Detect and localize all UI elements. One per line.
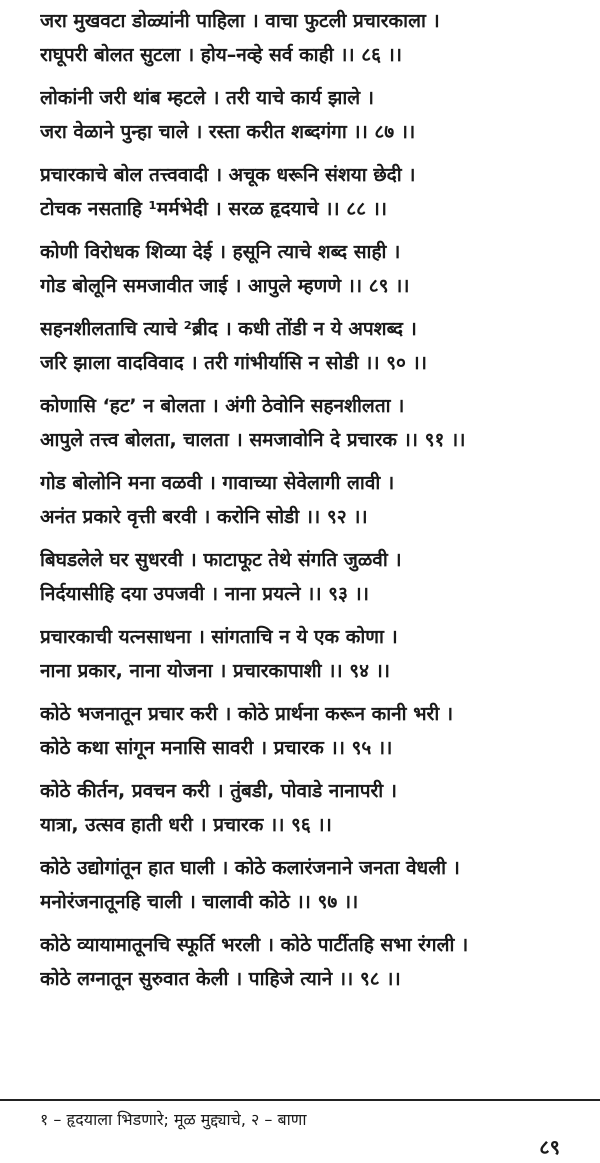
verse-line: निर्दयासीहि दया उपजवी । नाना प्रयत्ने ।। ९३ ।।: [40, 583, 369, 605]
verse-stanza: [40, 389, 596, 457]
footnote: १ – हृदयाला भिडणारे; मूळ मुद्द्याचे, २ – बाणा: [40, 1110, 307, 1129]
verse-line: कोणासि ‘हट’ न बोलता । अंगी ठेवोनि सहनशीलता ।: [40, 395, 405, 417]
verse-stanza: [40, 235, 596, 303]
verse-line: बिघडलेले घर सुधरवी । फाटाफूट तेथे संगति जुळवी ।: [40, 549, 402, 571]
footnote-divider: [0, 1099, 600, 1101]
verse-line: जरा मुखवटा डोळ्यांनी पाहिला । वाचा फुटली प्रचारकाला ।: [40, 10, 440, 32]
verse-line: गोड बोलोनि मना वळवी । गावाच्या सेवेलागी लावी ।: [40, 472, 395, 494]
verse-line: लोकांनी जरी थांब म्हटले । तरी याचे कार्य झाले ।: [40, 87, 374, 109]
verse-line: कोणी विरोधक शिव्या देई । हसूनि त्याचे शब्द साही ।: [40, 241, 401, 263]
verse-stanza: [40, 620, 596, 688]
verse-line: जरा वेळाने पुन्हा चाले । रस्ता करीत शब्दगंगा ।। ८७ ।।: [40, 121, 416, 143]
verse-stanza: [40, 543, 596, 611]
verse-line: कोठे लग्नातून सुरुवात केली । पाहिजे त्याने ।। ९८ ।।: [40, 968, 401, 990]
verse-stanza: [40, 4, 596, 72]
verse-line: गोड बोलूनि समजावीत जाई । आपुले म्हणणे ।। ८९ ।।: [40, 275, 410, 297]
verse-stanza: [40, 81, 596, 149]
verse-line: कोठे उद्योगांतून हात घाली । कोठे कलारंजनाने जनता वेधली ।: [40, 857, 460, 879]
verse-line: कोठे कीर्तन, प्रवचन करी । तुंबडी, पोवाडे नानापरी ।: [40, 780, 398, 802]
verse-line: कोठे कथा सांगून मनासि सावरी । प्रचारक ।। ९५ ।।: [40, 737, 393, 759]
verse-line: कोठे व्यायामातूनचि स्फूर्ति भरली । कोठे पार्टीतहि सभा रंगली ।: [40, 934, 469, 956]
verse-line: आपुले तत्त्व बोलता, चालता । समजावोनि दे प्रचारक ।। ९१ ।।: [40, 429, 466, 451]
verse-block: [40, 4, 596, 1005]
verse-line: नाना प्रकार, नाना योजना । प्रचारकापाशी ।। ९४ ।।: [40, 660, 391, 682]
verse-line: अनंत प्रकारे वृत्ती बरवी । करोनि सोडी ।। ९२ ।।: [40, 506, 368, 528]
verse-stanza: [40, 312, 596, 380]
verse-stanza: [40, 851, 596, 919]
verse-stanza: [40, 697, 596, 765]
verse-line: राघूपरी बोलत सुटला । होय–नव्हे सर्व काही ।। ८६ ।।: [40, 44, 402, 66]
verse-line: सहनशीलताचि त्याचे ²ब्रीद । कधी तोंडी न ये अपशब्द ।: [40, 318, 417, 340]
verse-line: यात्रा, उत्सव हाती धरी । प्रचारक ।। ९६ ।।: [40, 814, 332, 836]
page-number: ८९: [539, 1135, 560, 1159]
verse-line: प्रचारकाची यत्नसाधना । सांगताचि न ये एक कोणा ।: [40, 626, 398, 648]
verse-line: जरि झाला वादविवाद । तरी गांभीर्यासि न सोडी ।। ९० ।।: [40, 352, 427, 374]
verse-line: मनोरंजनातूनहि चाली । चालावी कोठे ।। ९७ ।।: [40, 891, 359, 913]
verse-stanza: [40, 158, 596, 226]
verse-stanza: [40, 928, 596, 996]
verse-line: प्रचारकाचे बोल तत्त्ववादी । अचूक धरूनि संशया छेदी ।: [40, 164, 416, 186]
verse-stanza: [40, 466, 596, 534]
verse-stanza: [40, 774, 596, 842]
verse-line: कोठे भजनातून प्रचार करी । कोठे प्रार्थना करून कानी भरी ।: [40, 703, 454, 725]
verse-line: टोचक नसताहि ¹मर्मभेदी । सरळ हृदयाचे ।। ८८ ।।: [40, 198, 388, 220]
